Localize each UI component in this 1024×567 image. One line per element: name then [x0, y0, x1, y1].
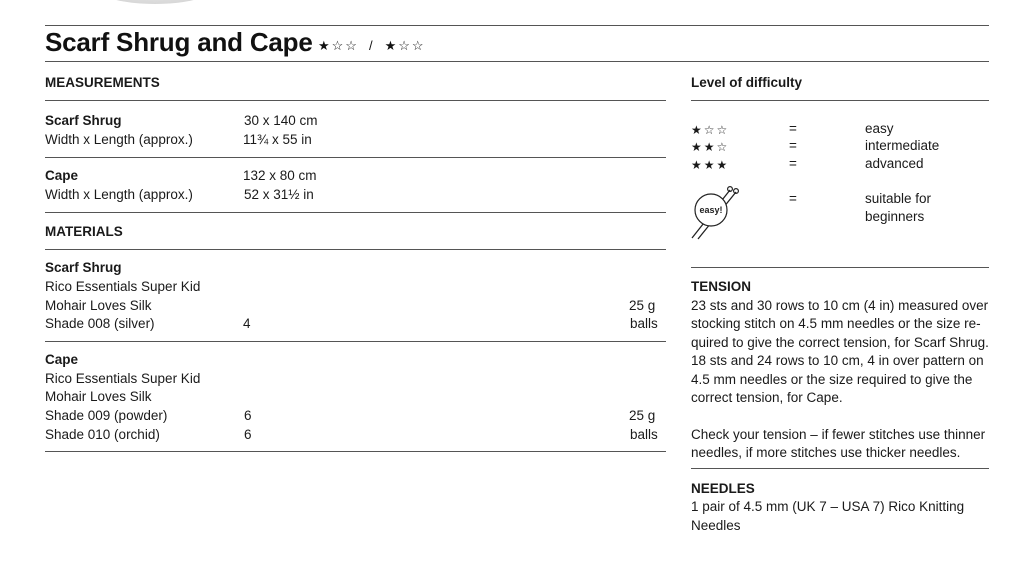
- tension-line: 18 sts and 24 rows to 10 cm, 4 in over pattern on: [691, 353, 984, 368]
- divider: [691, 468, 989, 469]
- divider: [691, 267, 989, 268]
- product-photo-edge: [95, 0, 215, 4]
- tension-line: correct tension, for Cape.: [691, 390, 843, 405]
- tension-line: quired to give the correct tension, for Scarf Shrug.: [691, 335, 989, 350]
- scarf-shrug-imperial: 11¾ x 55 in: [243, 132, 312, 147]
- tension-heading: TENSION: [691, 279, 752, 294]
- scarf-difficulty-stars: ★☆☆: [318, 38, 359, 53]
- advanced-equals: =: [789, 156, 797, 171]
- cape-quantity-powder: 6: [244, 408, 252, 423]
- easy-equals: =: [789, 121, 797, 136]
- scarf-shrug-material-title: Scarf Shrug: [45, 260, 122, 275]
- rating-separator: /: [368, 38, 373, 53]
- cape-material-title: Cape: [45, 352, 79, 367]
- scarf-shrug-measure-title: Scarf Shrug: [45, 113, 122, 128]
- beginners-label-line2: beginners: [865, 209, 925, 224]
- divider: [45, 100, 666, 101]
- title-rating: [318, 38, 426, 54]
- scarf-yarn-line2: Mohair Loves Silk: [45, 298, 152, 313]
- advanced-label: advanced: [865, 156, 924, 171]
- cape-yarn-line2: Mohair Loves Silk: [45, 389, 152, 404]
- scarf-quantity: 4: [243, 316, 251, 331]
- scarf-yarn-line1: Rico Essentials Super Kid: [45, 279, 201, 294]
- tension-line: 23 sts and 30 rows to 10 cm (4 in) measured over: [691, 298, 989, 313]
- tension-note-line: needles, if more stitches use thicker needles.: [691, 445, 961, 460]
- difficulty-heading: Level of difficulty: [691, 75, 803, 90]
- divider: [45, 212, 666, 213]
- advanced-stars: ★★★: [691, 158, 730, 172]
- scarf-shade: Shade 008 (silver): [45, 316, 155, 331]
- divider: [45, 61, 989, 62]
- measurements-heading: MEASUREMENTS: [45, 75, 160, 90]
- scarf-shrug-metric: 30 x 140 cm: [244, 113, 318, 128]
- cape-unit: balls: [630, 427, 658, 442]
- cape-shade-orchid: Shade 010 (orchid): [45, 427, 160, 442]
- page-title: Scarf Shrug and Cape: [45, 27, 313, 57]
- divider: [45, 25, 989, 26]
- intermediate-equals: =: [789, 138, 797, 153]
- scarf-shrug-dims-label: Width x Length (approx.): [45, 132, 193, 147]
- cape-dims-label: Width x Length (approx.): [45, 187, 193, 202]
- divider: [45, 249, 666, 250]
- divider: [45, 451, 666, 452]
- cape-imperial: 52 x 31½ in: [244, 187, 314, 202]
- divider: [45, 157, 666, 158]
- tension-line: stocking stitch on 4.5 mm needles or the size re-: [691, 316, 981, 331]
- materials-heading: MATERIALS: [45, 224, 123, 239]
- tension-note-line: Check your tension – if fewer stitches use thinner: [691, 427, 986, 442]
- cape-metric: 132 x 80 cm: [243, 168, 317, 183]
- intermediate-stars: ★★☆: [691, 140, 730, 154]
- badge-text: easy!: [699, 205, 723, 215]
- cape-quantity-orchid: 6: [244, 427, 252, 442]
- easy-label: easy: [865, 121, 894, 136]
- divider: [45, 341, 666, 342]
- cape-unit-weight: 25 g: [629, 408, 656, 423]
- scarf-unit: balls: [630, 316, 658, 331]
- intermediate-label: intermediate: [865, 138, 940, 153]
- cape-shade-powder: Shade 009 (powder): [45, 408, 168, 423]
- easy-stars: ★☆☆: [691, 123, 730, 137]
- divider: [691, 100, 989, 101]
- cape-yarn-line1: Rico Essentials Super Kid: [45, 371, 201, 386]
- beginners-equals: =: [789, 191, 797, 206]
- needles-line1: 1 pair of 4.5 mm (UK 7 – USA 7) Rico Knitting: [691, 499, 965, 514]
- cape-measure-title: Cape: [45, 168, 79, 183]
- scarf-unit-weight: 25 g: [629, 298, 656, 313]
- cape-difficulty-stars: ★☆☆: [384, 38, 426, 53]
- needles-heading: NEEDLES: [691, 481, 755, 496]
- tension-line: 4.5 mm needles or the size required to give the: [691, 372, 973, 387]
- beginners-label-line1: suitable for: [865, 191, 932, 206]
- needles-line2: Needles: [691, 518, 741, 533]
- easy-badge-icon: [690, 182, 740, 240]
